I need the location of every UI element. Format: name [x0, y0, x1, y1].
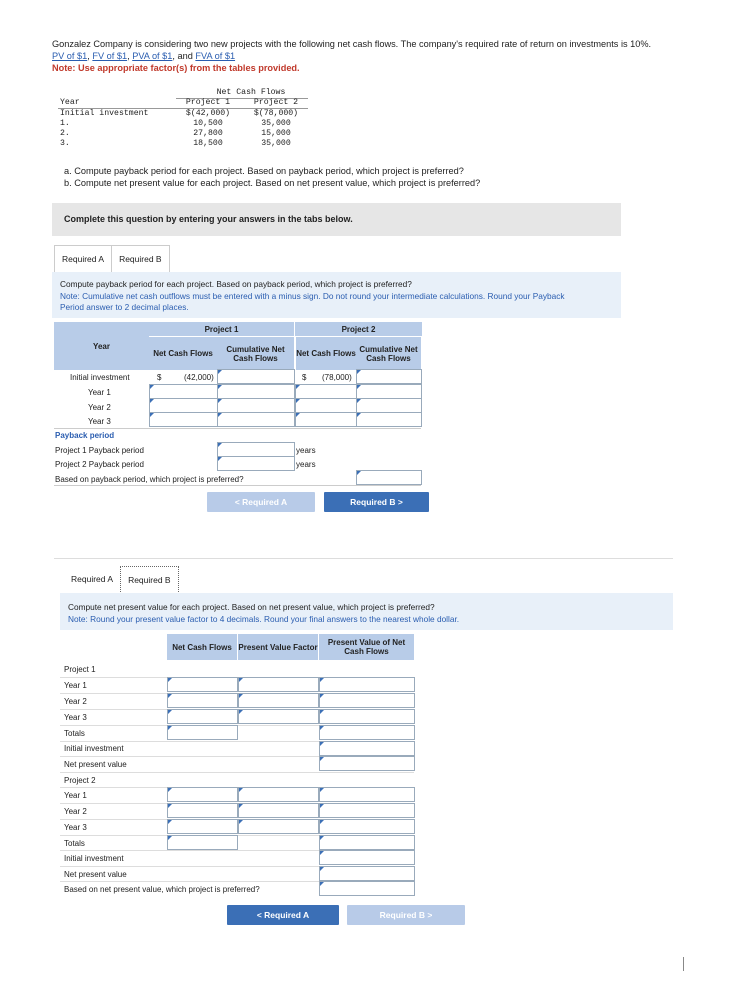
fva-link[interactable]: FVA of $1	[195, 51, 236, 61]
reqa-dollar2: $	[302, 373, 307, 382]
reqb-prompt-box	[60, 593, 673, 630]
reqb-p2-totals-ncf-input[interactable]	[167, 835, 238, 850]
reqb-p2-totals-pv-input[interactable]	[319, 835, 415, 850]
question-b: b. Compute net present value for each project. Based on net present value, which project is preferred?	[64, 178, 481, 188]
reqb-row-p1-totals: Totals	[64, 729, 85, 738]
reqb-p1-npv-input[interactable]	[319, 756, 415, 771]
reqb-row-p2-year3: Year 3	[64, 823, 87, 832]
reqa-p1-cum-y3-input[interactable]	[217, 412, 295, 427]
reqa-prompt: Compute payback period for each project. Based on payback period, which project is preferred?	[60, 279, 412, 289]
reqa-p1-initial: (42,000)	[184, 373, 214, 382]
intro-note: Note: Use appropriate factor(s) from the tables provided.	[52, 63, 300, 73]
reqb-row-p2-year2: Year 2	[64, 807, 87, 816]
col-project2: Project 2	[253, 98, 299, 107]
tab-bar-a	[54, 245, 170, 272]
reqb-row-p2-npv: Net present value	[64, 870, 127, 879]
reqa-p1-ncf-y2-input[interactable]	[149, 398, 218, 413]
reqb-row-p1-year3: Year 3	[64, 713, 87, 722]
tab-required-a[interactable]: Required A	[54, 245, 112, 272]
reqa-prompt-box	[52, 272, 621, 318]
tab-required-a-2[interactable]: Required A	[64, 566, 120, 592]
reqa-h-cum2: Cumulative Net Cash Flows	[356, 337, 421, 370]
cf-row-year: Initial investment	[60, 109, 149, 118]
problem-intro: Gonzalez Company is considering two new projects with the following net cash flows. The company's required rate of return on investments is 10%. PV of $1, FV of $1, PVA of $1, and FVA of $1 Note: Use appropriate factor(s) from the tables provided.	[52, 39, 652, 73]
reqb-preferred-label: Based on net present value, which project is preferred?	[64, 885, 260, 894]
reqb-prompt: Compute net present value for each project. Based on net present value, which project is preferred?	[68, 602, 435, 612]
reqb-row-p2-initial: Initial investment	[64, 854, 124, 863]
question-list	[64, 165, 480, 189]
instruction-bar	[52, 203, 621, 236]
reqb-p2-y2-ncf-input[interactable]	[167, 803, 238, 818]
reqa-years2: years	[296, 460, 316, 469]
reqb-h-pv: Present Value of Net Cash Flows	[319, 634, 414, 660]
reqb-p1-totals-pv-input[interactable]	[319, 725, 415, 740]
tab-required-b[interactable]: Required B	[112, 245, 170, 272]
reqb-p1-y1-ncf-input[interactable]	[167, 677, 238, 692]
reqb-prev-button[interactable]: < Required A	[227, 905, 339, 925]
reqa-h-ncf2: Net Cash Flows	[295, 337, 356, 370]
col-year: Year	[60, 98, 80, 107]
reqa-note: Note: Cumulative net cash outflows must be entered with a minus sign. Do not round your intermediate calculations. Round your Payback Period answer to 2 decimal places.	[60, 291, 565, 312]
reqb-row-project2: Project 2	[64, 776, 96, 785]
reqb-p2-initial-input[interactable]	[319, 850, 415, 865]
reqa-p2-ncf-y1-input[interactable]	[295, 384, 357, 399]
reqb-h-pvf: Present Value Factor	[238, 634, 318, 660]
reqb-p1-y2-pv-input[interactable]	[319, 693, 415, 708]
reqa-p1-ncf-y3-input[interactable]	[149, 412, 218, 427]
reqb-row-p1-initial: Initial investment	[64, 744, 124, 753]
reqa-h-project1: Project 1	[149, 322, 294, 337]
reqa-p2-payback-input[interactable]	[217, 456, 295, 471]
reqa-dollar1: $	[157, 373, 162, 382]
reqa-p1-cum-initial-input[interactable]	[217, 369, 295, 384]
reqa-h-ncf1: Net Cash Flows	[149, 337, 217, 370]
reqa-p2-cum-initial-input[interactable]	[356, 369, 422, 384]
reqb-row-p2-year1: Year 1	[64, 791, 87, 800]
reqb-p1-y2-ncf-input[interactable]	[167, 693, 238, 708]
reqb-p2-y3-pvf-input[interactable]	[238, 819, 319, 834]
reqb-p2-y1-ncf-input[interactable]	[167, 787, 238, 802]
col-project1: Project 1	[185, 98, 231, 107]
pva-link[interactable]: PVA of $1	[132, 51, 173, 61]
reqa-p1-cum-y2-input[interactable]	[217, 398, 295, 413]
reqa-h-cum1: Cumulative Net Cash Flows	[217, 337, 294, 370]
reqa-years1: years	[296, 446, 316, 455]
instruction-text: Complete this question by entering your answers in the tabs below.	[64, 214, 353, 224]
reqb-p2-y3-ncf-input[interactable]	[167, 819, 238, 834]
reqb-p2-y3-pv-input[interactable]	[319, 819, 415, 834]
reqa-preferred-select[interactable]	[356, 470, 422, 485]
reqa-next-button[interactable]: Required B >	[324, 492, 429, 512]
reqa-p1-payback-input[interactable]	[217, 442, 295, 457]
reqb-next-button[interactable]: Required B >	[347, 905, 465, 925]
reqb-p2-y2-pvf-input[interactable]	[238, 803, 319, 818]
text-cursor	[683, 957, 684, 971]
tab-bar-b	[64, 566, 179, 594]
reqb-p1-y2-pvf-input[interactable]	[238, 693, 319, 708]
reqb-p2-npv-input[interactable]	[319, 866, 415, 881]
reqb-row-p1-npv: Net present value	[64, 760, 127, 769]
reqb-preferred-select[interactable]	[319, 881, 415, 896]
reqa-p2-cum-y1-input[interactable]	[356, 384, 422, 399]
fv-link[interactable]: FV of $1	[92, 51, 128, 61]
reqb-p1-y3-pvf-input[interactable]	[238, 709, 319, 724]
reqa-p1-cum-y1-input[interactable]	[217, 384, 295, 399]
reqb-p1-y3-ncf-input[interactable]	[167, 709, 238, 724]
reqb-p1-initial-input[interactable]	[319, 741, 415, 756]
reqb-p1-totals-ncf-input[interactable]	[167, 725, 238, 740]
reqa-prev-button[interactable]: < Required A	[207, 492, 315, 512]
reqb-p1-y1-pv-input[interactable]	[319, 677, 415, 692]
reqa-p2-ncf-y3-input[interactable]	[295, 412, 357, 427]
reqa-p1-payback-label: Project 1 Payback period	[55, 446, 144, 455]
reqa-preferred-label: Based on payback period, which project is preferred?	[55, 475, 244, 484]
reqa-row-year2: Year 2	[88, 403, 111, 412]
pv-link[interactable]: PV of $1	[52, 51, 88, 61]
reqa-p2-payback-label: Project 2 Payback period	[55, 460, 144, 469]
reqb-h-ncf: Net Cash Flows	[167, 634, 237, 660]
reqa-h-year: Year	[54, 322, 149, 370]
reqa-p2-ncf-y2-input[interactable]	[295, 398, 357, 413]
reqa-p2-cum-y3-input[interactable]	[356, 412, 422, 427]
cashflow-group-header: Net Cash Flows	[216, 88, 286, 97]
reqb-row-p1-year2: Year 2	[64, 697, 87, 706]
tab-required-b-2[interactable]: Required B	[120, 566, 179, 594]
reqa-row-initial: Initial investment	[70, 373, 130, 382]
reqa-h-project2: Project 2	[294, 322, 422, 337]
question-a: a. Compute payback period for each project. Based on payback period, which project is preferred?	[64, 166, 464, 176]
reqb-p2-y2-pv-input[interactable]	[319, 803, 415, 818]
reqb-p2-y1-pv-input[interactable]	[319, 787, 415, 802]
reqb-row-project1: Project 1	[64, 665, 96, 674]
reqb-row-p2-totals: Totals	[64, 839, 85, 848]
reqa-p2-cum-y2-input[interactable]	[356, 398, 422, 413]
reqb-p1-y1-pvf-input[interactable]	[238, 677, 319, 692]
reqb-note: Note: Round your present value factor to 4 decimals. Round your final answers to the nearest whole dollar.	[68, 614, 460, 624]
reqa-p2-initial: (78,000)	[322, 373, 352, 382]
reqb-p1-y3-pv-input[interactable]	[319, 709, 415, 724]
reqa-row-year3: Year 3	[88, 417, 111, 426]
reqa-row-year1: Year 1	[88, 388, 111, 397]
reqa-p1-ncf-y1-input[interactable]	[149, 384, 218, 399]
reqa-payback-header: Payback period	[55, 431, 115, 440]
intro-text: Gonzalez Company is considering two new projects with the following net cash flows. The company's required rate of return on investments is 10%.	[52, 39, 652, 49]
reqb-row-p1-year1: Year 1	[64, 681, 87, 690]
reqb-p2-y1-pvf-input[interactable]	[238, 787, 319, 802]
